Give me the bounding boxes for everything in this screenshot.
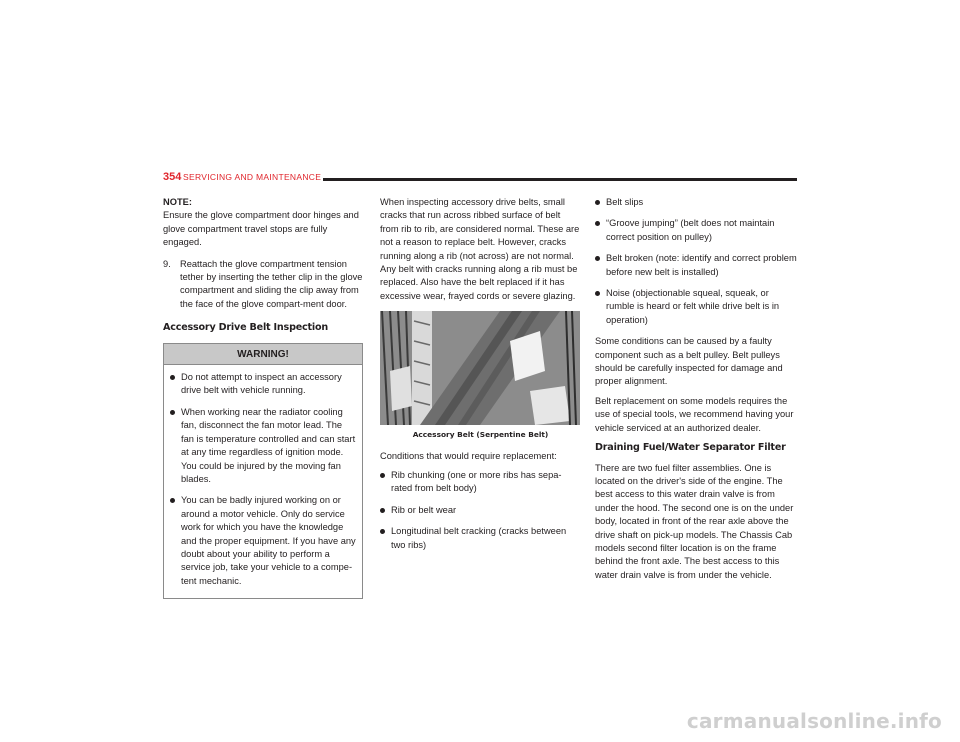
conditions-intro: Conditions that would require replacement: bbox=[380, 450, 557, 461]
page-header bbox=[163, 171, 797, 187]
warning-box bbox=[163, 343, 363, 600]
step-number: 9. bbox=[163, 258, 171, 269]
header-rule bbox=[323, 178, 797, 181]
bullet-icon bbox=[170, 410, 175, 415]
bullet-icon bbox=[170, 375, 175, 380]
condition-text: Rib chunking (one or more ribs has sepa-rated from belt body) bbox=[391, 470, 562, 494]
warning-item bbox=[170, 406, 356, 486]
bullet-icon bbox=[170, 498, 175, 503]
condition-item bbox=[380, 525, 581, 552]
watermark: carmanualsonline.info bbox=[686, 709, 942, 733]
condition-item bbox=[595, 196, 799, 209]
bullet-icon bbox=[595, 256, 600, 261]
belt-photo-image bbox=[380, 311, 580, 425]
bullet-icon bbox=[380, 473, 385, 478]
serpentine-belt-photo bbox=[380, 311, 580, 425]
bullet-icon bbox=[595, 200, 600, 205]
bullet-icon bbox=[380, 508, 385, 513]
section-title: SERVICING AND MAINTENANCE bbox=[183, 172, 322, 182]
condition-item bbox=[595, 252, 799, 279]
bullet-icon bbox=[380, 529, 385, 534]
column-2 bbox=[380, 196, 581, 560]
warning-title: WARNING! bbox=[164, 344, 362, 365]
condition-text: “Groove jumping” (belt does not maintain correct position on pulley) bbox=[606, 218, 775, 242]
condition-item bbox=[380, 504, 581, 517]
note-title: NOTE: bbox=[163, 197, 192, 207]
bullet-icon bbox=[595, 291, 600, 296]
step-text: Reattach the glove compartment tension tether by inserting the tether clip in the glove compartment and sliding the clip away from the face of the glove compart-ment door. bbox=[180, 258, 363, 309]
condition-item bbox=[595, 287, 799, 327]
bullet-icon bbox=[595, 221, 600, 226]
special-tools-paragraph: Belt replacement on some models requires the use of special tools, we recommend having your vehicle serviced at an authorized dealer. bbox=[595, 395, 794, 433]
pulley-paragraph: Some conditions can be caused by a faulty component such as a belt pulley. Belt pulleys should be carefully inspected for damage and proper alignment. bbox=[595, 336, 783, 387]
fuel-filter-paragraph: There are two fuel filter assemblies. One is located on the driver's side of the engine. The best access to this water drain valve is from under the hood. The second one is on the under body, located in front of the rear axle above the drive shaft on pick-up models. The Chassis Cab models second filter location is on the frame behind the front axle. The best access to this water drain valve is from under the vehicle. bbox=[595, 462, 794, 580]
condition-text: Rib or belt wear bbox=[391, 504, 457, 515]
image-caption: Accessory Belt (Serpentine Belt) bbox=[412, 430, 549, 440]
warning-item bbox=[170, 494, 356, 588]
warning-item bbox=[170, 371, 356, 398]
step-9 bbox=[163, 258, 363, 312]
condition-text: Belt broken (note: identify and correct problem before new belt is installed) bbox=[606, 253, 797, 277]
warning-list bbox=[164, 365, 362, 598]
page-number: 354 bbox=[163, 171, 182, 183]
note-text: Ensure the glove compartment door hinges and glove compartment travel stops are fully engaged. bbox=[163, 210, 359, 248]
belt-intro-text: When inspecting accessory drive belts, small cracks that run across ribbed surface of belt from rib to rib, are considered normal. These are not a reason to replace belt. However, cracks running along a rib (not across) are not normal. Any belt with cracks running along a rib must be replaced. Also have the belt replaced if it has excessive wear, frayed cords or severe glazing. bbox=[380, 197, 580, 301]
fuel-filter-heading: Draining Fuel/Water Separator Filter bbox=[595, 442, 786, 454]
belt-inspection-heading: Accessory Drive Belt Inspection bbox=[163, 322, 329, 334]
column-1 bbox=[163, 196, 363, 599]
condition-text: Noise (objectionable squeal, squeak, or rumble is heard or felt while drive belt is in operation) bbox=[606, 288, 780, 325]
column-3 bbox=[595, 196, 799, 588]
warning-item-text: Do not attempt to inspect an accessory drive belt with vehicle running. bbox=[181, 372, 342, 396]
warning-item-text: You can be badly injured working on or around a motor vehicle. Only do service work for which you have the knowledge and the proper equipment. If you have any doubt about your ability to perform a service job, take your vehicle to a compe-tent mechanic. bbox=[181, 495, 356, 586]
condition-item bbox=[595, 217, 799, 244]
warning-item-text: When working near the radiator cooling fan, disconnect the fan motor lead. The fan is temperature controlled and can start at any time regardless of ignition mode. You could be injured by the moving fan blades. bbox=[181, 406, 356, 484]
condition-text: Belt slips bbox=[606, 197, 644, 207]
condition-item bbox=[380, 469, 581, 496]
condition-text: Longitudinal belt cracking (cracks between two ribs) bbox=[391, 526, 567, 550]
